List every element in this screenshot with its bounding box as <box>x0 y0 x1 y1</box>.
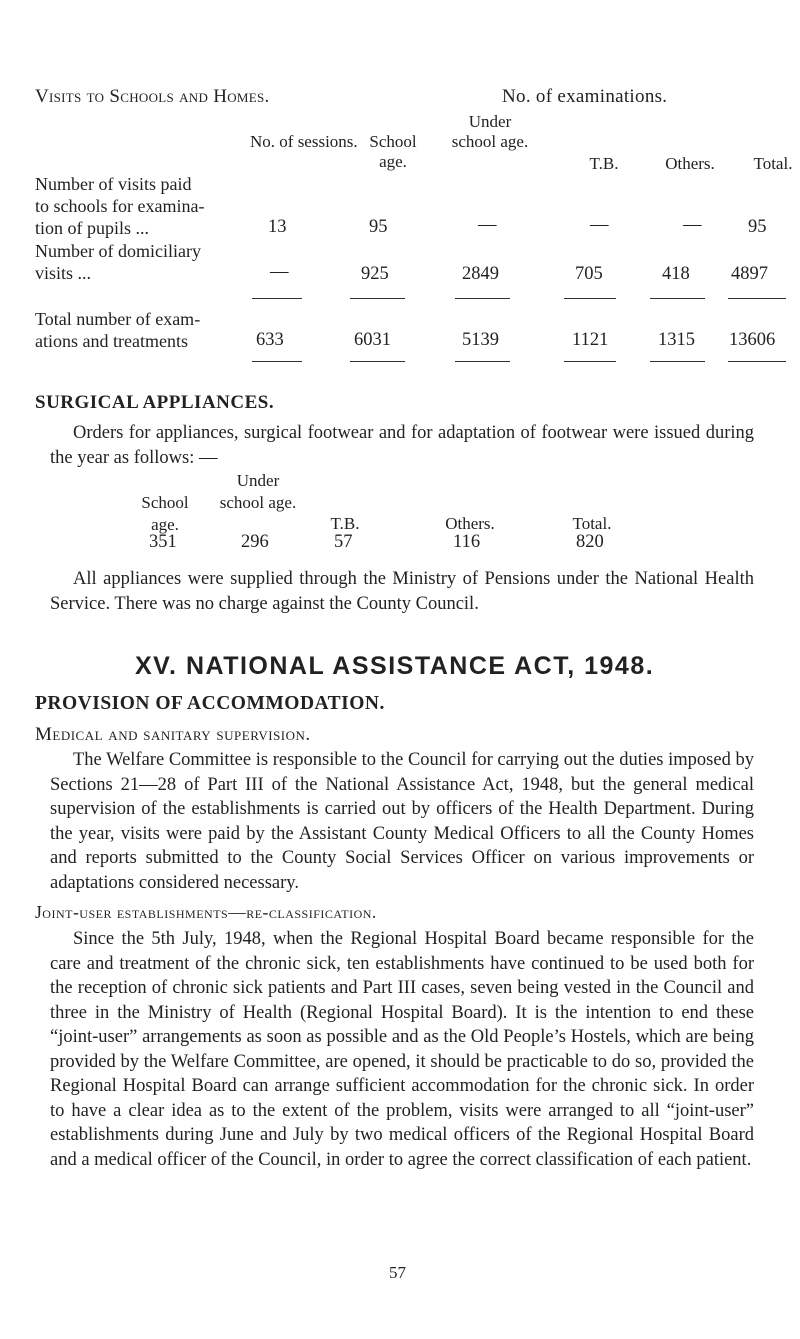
table-cell: 925 <box>361 264 389 284</box>
table-cell: 1315 <box>658 330 695 350</box>
table-row-label: Total number of exam- ations and treatments <box>35 309 201 351</box>
table-row-label: Number of visits paid to schools for examina- tion of pupils ... <box>35 174 205 238</box>
rule <box>350 298 405 299</box>
table-cell: 418 <box>662 264 690 284</box>
surgical-value-tb: 57 <box>334 532 353 552</box>
table-cell: 95 <box>369 217 388 237</box>
rule <box>650 298 705 299</box>
table-cell: 1121 <box>572 330 609 350</box>
rule <box>252 361 302 362</box>
col-header-sessions: No. of sessions. <box>250 132 358 151</box>
table-cell: 13 <box>268 217 287 237</box>
rule <box>455 298 510 299</box>
surgical-heading: SURGICAL APPLIANCES. <box>35 392 275 413</box>
surgical-col-under-school-age: Under school age. <box>219 471 297 512</box>
paragraph-joint-user: Since the 5th July, 1948, when the Regional Hospital Board became responsible for the care and treatment of the chronic sick, ten establishments have continued to be used both for the reception of chronic sick patients and Part III cases, seven being vested in the Council and three in the Ministry of Health (Regional Hospital Board). It is the intention to end these “joint-user” arrangements as soon as possible and as the Old People’s Hostels, which are being provided by the Welfare Committee, are opened, it should be practicable to do so, provided the Regional Hospital Board can arrange sufficient accommodation for the chronic sick. In order to have a clear idea as to the extent of the problem, visits were arranged to all “joint-user” establishments during June and July by two medical officers of the Regional Hospital Board and a medical officer of the Council, in order to agree the correct classification of each patient. <box>50 929 754 1170</box>
col-header-school-age: School age. <box>369 132 417 171</box>
surgical-col-school-age: School age. <box>141 493 189 534</box>
table-cell: 95 <box>748 217 767 237</box>
page-number: 57 <box>389 1263 406 1282</box>
rule <box>252 298 302 299</box>
visits-table-title: Visits to Schools and Homes. <box>35 86 270 107</box>
surgical-intro: Orders for appliances, surgical footwear and for adaptation of footwear were issued during the year as follows: — <box>50 423 754 468</box>
rule <box>564 361 616 362</box>
table-cell: 5139 <box>462 330 499 350</box>
surgical-col-total: Total. <box>572 514 612 533</box>
table-cell: — <box>683 215 702 235</box>
examinations-group-header: No. of examinations. <box>502 86 668 107</box>
rule <box>728 361 786 362</box>
surgical-note: All appliances were supplied through the Ministry of Pensions under the National Health Service. There was no charge against the County Council. <box>50 569 754 614</box>
surgical-value-under-school-age: 296 <box>241 532 269 552</box>
surgical-col-tb: T.B. <box>330 514 360 533</box>
table-cell: — <box>478 215 497 235</box>
rule <box>564 298 616 299</box>
surgical-col-others: Others. <box>445 514 495 533</box>
rule <box>350 361 405 362</box>
table-cell: 705 <box>575 264 603 284</box>
col-header-total: Total. <box>753 154 793 173</box>
subheading-joint-user: Joint-user establishments—re-classification. <box>35 902 377 922</box>
table-cell: — <box>590 215 609 235</box>
table-cell: — <box>270 262 289 282</box>
rule <box>650 361 705 362</box>
rule <box>728 298 786 299</box>
table-cell: 2849 <box>462 264 499 284</box>
rule <box>455 361 510 362</box>
table-cell: 4897 <box>731 264 768 284</box>
col-header-under-school-age: Under school age. <box>451 112 529 151</box>
table-cell: 13606 <box>729 330 776 350</box>
surgical-value-school-age: 351 <box>149 532 177 552</box>
subheading-medical-supervision: Medical and sanitary supervision. <box>35 724 311 745</box>
table-cell: 6031 <box>354 330 391 350</box>
table-cell: 633 <box>256 330 284 350</box>
col-header-tb: T.B. <box>589 154 619 173</box>
surgical-value-total: 820 <box>576 532 604 552</box>
col-header-others: Others. <box>665 154 715 173</box>
provision-heading: PROVISION OF ACCOMMODATION. <box>35 693 385 714</box>
paragraph-medical-supervision: The Welfare Committee is responsible to the Council for carrying out the duties imposed by Sections 21—28 of Part III of the National Assistance Act, 1948, but the general medical supervision of the establishments is carried out by officers of the Health Department. During the year, visits were paid by the Assistant County Medical Officers to all the County Homes and reports submitted to the County Social Services Officer on various improvements or adaptations considered necessary. <box>50 750 754 893</box>
table-row-label: Number of domiciliary visits ... <box>35 241 201 283</box>
section-title: XV. NATIONAL ASSISTANCE ACT, 1948. <box>135 652 655 680</box>
surgical-value-others: 116 <box>453 532 481 552</box>
